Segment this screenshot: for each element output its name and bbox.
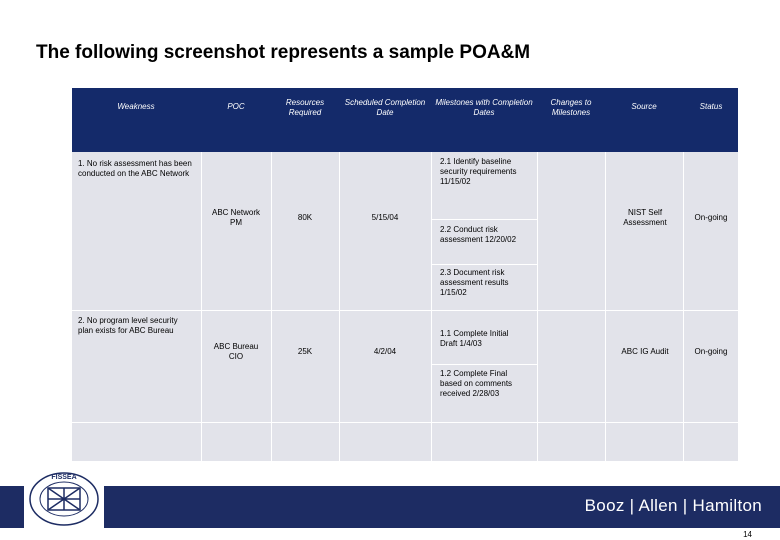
row2-scheduled: 4/2/04	[373, 347, 397, 356]
row1-milestone-1: 2.1 Identify baseline security requirements 11/15/02	[440, 157, 517, 186]
fissea-logo-icon	[24, 468, 104, 530]
row-divider	[72, 422, 738, 423]
milestone-divider	[432, 219, 538, 220]
col-divider	[605, 152, 606, 461]
milestone-divider	[432, 264, 538, 265]
footer-bar	[0, 486, 780, 528]
row1-poc: ABC Network PM	[211, 208, 260, 227]
logo-text: FISSEA	[51, 474, 77, 481]
row1-weakness: 1. No risk assessment has been conducted on the ABC Network	[78, 159, 192, 178]
row2-source: ABC IG Audit	[621, 347, 669, 356]
header-resources: Resources Required	[285, 98, 325, 117]
header-weakness: Weakness	[117, 102, 155, 111]
slide-title: The following screenshot represents a sample POA&M	[36, 42, 531, 63]
header-source: Source	[631, 102, 657, 111]
row1-resources: 80K	[297, 213, 313, 222]
row2-poc: ABC Bureau CIO	[213, 342, 259, 361]
header-status: Status	[699, 102, 723, 111]
fissea-logo	[24, 468, 104, 530]
row2-milestone-2: 1.2 Complete Final based on comments received 2/28/03	[440, 369, 513, 398]
header-milestones: Milestones with Completion Dates	[435, 98, 533, 117]
brand-name: Booz | Allen | Hamilton	[584, 496, 762, 515]
row2-status: On-going	[694, 347, 728, 356]
poam-table	[72, 88, 738, 461]
col-divider	[431, 152, 432, 461]
row-divider	[72, 310, 738, 311]
col-divider	[683, 152, 684, 461]
col-divider	[271, 152, 272, 461]
row1-status: On-going	[694, 213, 728, 222]
row2-milestone-1: 1.1 Complete Initial Draft 1/4/03	[440, 329, 509, 348]
header-scheduled: Scheduled Completion Date	[344, 98, 426, 117]
row1-source: NIST Self Assessment	[623, 208, 667, 227]
page-number: 14	[743, 530, 752, 539]
row2-resources: 25K	[297, 347, 313, 356]
header-changes: Changes to Milestones	[550, 98, 592, 117]
milestone-divider	[432, 364, 538, 365]
row1-scheduled: 5/15/04	[371, 213, 399, 222]
col-divider	[339, 152, 340, 461]
row2-weakness: 2. No program level security plan exists for ABC Bureau	[78, 316, 178, 335]
header-poc: POC	[227, 102, 245, 111]
row1-milestone-3: 2.3 Document risk assessment results 1/15/02	[440, 268, 509, 297]
col-divider	[201, 152, 202, 461]
col-divider	[537, 152, 538, 461]
row1-milestone-2: 2.2 Conduct risk assessment 12/20/02	[440, 225, 517, 244]
